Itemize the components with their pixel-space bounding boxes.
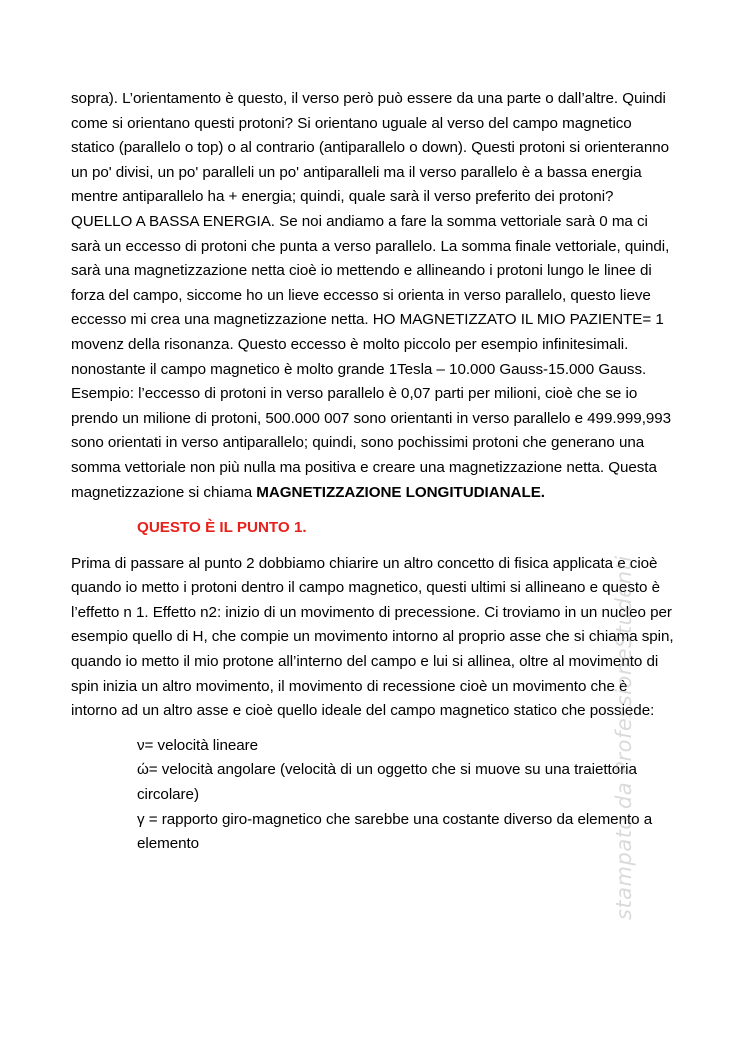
definition-item: γ = rapporto giro-magnetico che sarebbe una costante diverso da elemento a elemento [137, 810, 653, 853]
paragraph-1-text: sopra). L’orientamento è questo, il verso però può essere da una parte o dall’altre. Quindi come si orientano questi protoni? Si orientano uguale al verso del campo magnetico statico (parallelo o top) o al contrario (antiparallelo o down). Questi protoni si orienteranno un po' divisi, un po' paralleli un po' antiparalleli ma il verso parallelo è a bassa energia mentre antiparallelo ha + energia; quindi, quale sarà il verso preferito dei protoni? QUELLO A BASSA ENERGIA. Se noi andiamo a fare la somma vettoriale sarà 0 ma ci sarà un eccesso di protoni che punta a verso parallelo. La somma finale vettoriale, quindi, sarà una magnetizzazione netta cioè io mettendo e allineando i protoni lungo le linee di forza del campo, siccome ho un lieve eccesso si orienta in verso parallelo, questo lieve eccesso mi crea una magnetizzazione netta. HO MAGNETIZZATO IL MIO PAZIENTE= 1 movenz della risonanza. Questo eccesso è molto piccolo per esempio infinitesimali. nonostante il campo magnetico è molto grande 1Tesla – 10.000 Gauss-15.000 Gauss. Esempio: l’eccesso di protoni in verso parallelo è 0,07 parti per milioni, cioè che se io prendo un milione di protoni, 500.000 007 sono orientanti in verso parallelo e 499.999,993 sono orientati in verso antiparallelo; quindi, sono pochissimi protoni che generano una somma vettoriale non più nulla ma positiva e creare una magnetizzazione netta. Questa magnetizzazione si chiama [71, 90, 672, 501]
definitions-list [137, 734, 657, 857]
document-page [71, 87, 677, 857]
definition-item: ώ= velocità angolare (velocità di un oggetto che si muove su una traiettoria circolare) [137, 761, 637, 804]
definition-item: ν= velocità lineare [137, 736, 259, 754]
watermark: stampato da ProfessioneStudenti [612, 555, 636, 920]
paragraph-2: Prima di passare al punto 2 dobbiamo chiarire un altro concetto di fisica applicata e cioè quando io metto i protoni dentro il campo magnetico, questi ultimi si allineano e questo è l’effetto n 1. Effetto n2: inizio di un movimento di precessione. Ci troviamo in un nucleo per esempio quello di H, che compie un movimento intorno al proprio asse che si chiama spin, quando io metto il mio protone all’interno del campo e lui si allinea, oltre al movimento di spin inizia un altro movimento, il movimento di recessione cioè un movimento che è intorno ad un altro asse e cioè quello ideale del campo magnetico statico che possiede: [71, 554, 674, 720]
paragraph-1-bold-term: MAGNETIZZAZIONE LONGITUDIANALE. [256, 483, 545, 501]
section-heading: QUESTO È IL PUNTO 1. [137, 519, 307, 537]
paragraph-1 [71, 87, 677, 505]
